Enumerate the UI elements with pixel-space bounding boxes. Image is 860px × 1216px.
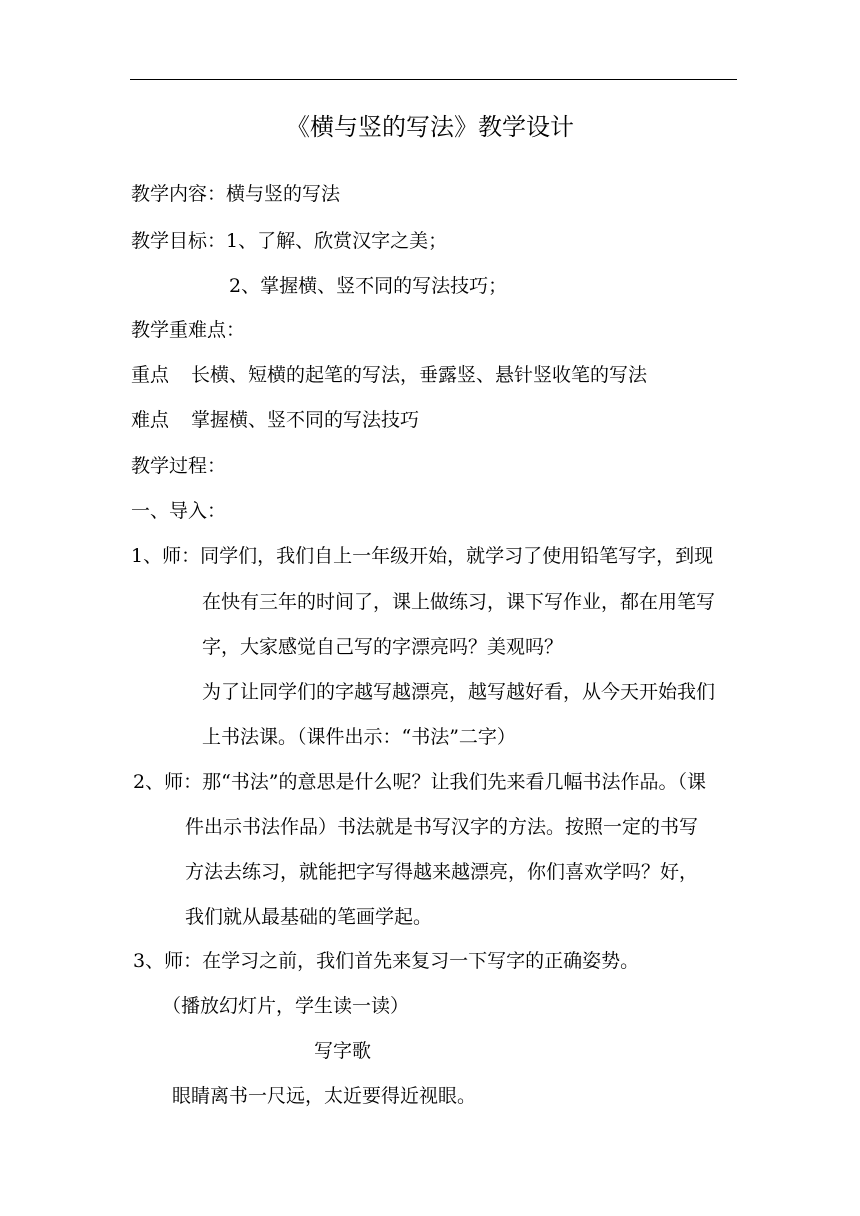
step1-line-2: 在快有三年的时间了，课上做练习，课下写作业，都在用笔写 bbox=[202, 591, 716, 613]
focus-line bbox=[131, 360, 647, 390]
focus-label: 重点 bbox=[131, 364, 170, 386]
step1-line-1: 1、师：同学们，我们自上一年级开始，就学习了使用铅笔写字，到现 bbox=[131, 545, 714, 567]
content-label: 教学内容： bbox=[131, 183, 227, 205]
step1-line-3: 字，大家感觉自己写的字漂亮吗？美观吗？ bbox=[202, 636, 564, 658]
step2-line-1: 2、师：那“书法”的意思是什么呢？让我们先来看几幅书法作品。（课 bbox=[133, 771, 707, 793]
content-text: 横与竖的写法 bbox=[226, 183, 341, 205]
key-points-label: 教学重难点： bbox=[131, 319, 246, 341]
step1-line-4: 为了让同学们的字越写越漂亮，越写越好看，从今天开始我们 bbox=[202, 681, 716, 703]
step3-line: 3、师：在学习之前，我们首先来复习一下写字的正确姿势。 bbox=[133, 950, 640, 972]
step2-line-3: 方法去练习，就能把字写得越来越漂亮，你们喜欢学吗？好， bbox=[185, 861, 699, 883]
process-label: 教学过程： bbox=[131, 455, 227, 477]
focus-text: 长横、短横的起笔的写法，垂露竖、悬针竖收笔的写法 bbox=[191, 364, 648, 386]
header-rule bbox=[130, 79, 737, 80]
step2-line-2: 件出示书法作品）书法就是书写汉字的方法。按照一定的书写 bbox=[185, 816, 699, 838]
goals-label: 教学目标： bbox=[131, 230, 227, 252]
difficulty-label: 难点 bbox=[131, 409, 170, 431]
content-line bbox=[131, 179, 340, 209]
goals-line bbox=[131, 226, 447, 256]
goal-item-1: 1、了解、欣赏汉字之美； bbox=[226, 230, 448, 252]
step2-line-4: 我们就从最基础的笔画学起。 bbox=[185, 906, 433, 928]
poem-title: 写字歌 bbox=[314, 1040, 372, 1062]
poem-line-1: 眼睛离书一尺远，太近要得近视眼。 bbox=[172, 1085, 477, 1107]
section1-heading: 一、导入： bbox=[131, 500, 227, 522]
step1-line-5: 上书法课。（课件出示：“书法”二字） bbox=[202, 726, 516, 748]
slide-note: （播放幻灯片，学生读一读） bbox=[162, 995, 410, 1017]
document-title: 《横与竖的写法》教学设计 bbox=[286, 113, 574, 141]
difficulty-line bbox=[131, 405, 419, 435]
difficulty-text: 掌握横、竖不同的写法技巧 bbox=[191, 409, 420, 431]
goal-item-2: 2、掌握横、竖不同的写法技巧； bbox=[229, 275, 508, 297]
